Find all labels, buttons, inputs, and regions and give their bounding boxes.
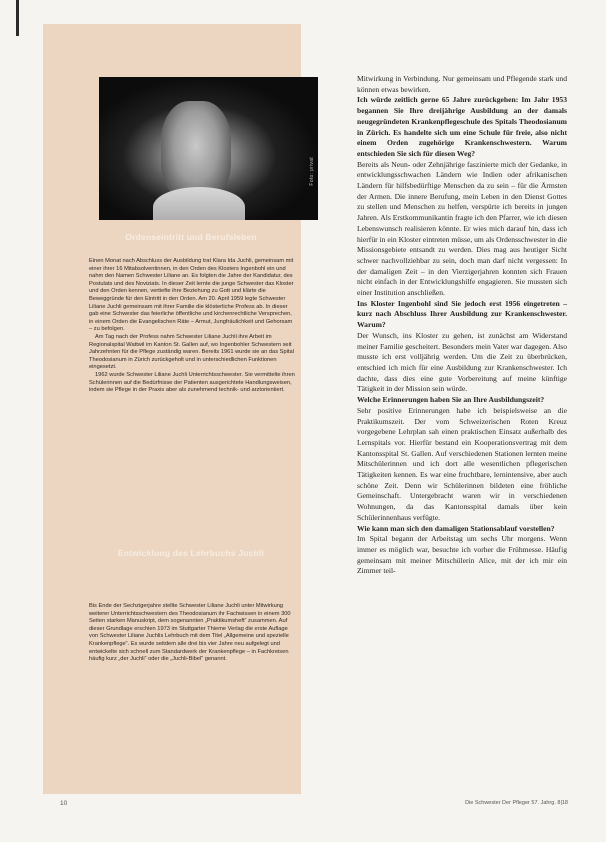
interview-answer: Im Spital begann der Arbeitstag um sechs Uhr morgens. Wenn immer es möglich war, besuchte ich vorher die Frühmesse. Häufig gemeinsam mit meiner Mitschülerin Alice, mit der ich mir ein Zimmer teil- xyxy=(357,534,567,576)
sidebar-text-career xyxy=(89,258,295,395)
interview-answer: Bereits als Neun- oder Zehnjährige faszinierte mich der Gedanke, in entwicklungsschwachen Ländern wie Indien oder afrikanischen Ländern für hilfsbedürftige Menschen da zu sein – für die Ärmsten der Armen. Die innere Berufung, mein Leben in den Dienst Gottes zu stellen und Menschen zu helfen, verspürte ich bereits in jungen Jahren. Als Erstkommunikantin fragte ich den Pfarrer, wie ich diesen Lebenswunsch realisieren könnte. Er wies mich darauf hin, dass ich hierfür in ein Kloster eintreten müsse, um als Ordensschwester in die Missionsgebiete entsandt zu werden. Dies mag aus heutiger Sicht schwer nachvollziehbar zu sein, doch man darf nicht vergessen: In der damaligen Zeit – in den Vierzigerjahren konnten sich Frauen nicht einfach in der Entwicklungshilfe engagieren. Sie mussten sich einer Institution anschließen. xyxy=(357,159,567,298)
photo-credit: Foto: privat xyxy=(309,157,315,186)
sidebar-paragraph: Einen Monat nach Abschluss der Ausbildung trat Klara Ida Juchli, gemeinsam mit einer ihrer 16 Mitabsolventinnen, in den Orden des Klosters Ingenbohl ein und nahm den Namen Schwester Liliane an. Es folgten die Jahre der Kandidatur, des Postulats und des Noviziats. In dieser Zeit lernte die junge Schwester das Kloster und den Orden kennen, vertiefte ihre Beziehung zu Gott und klärte die Beweggründe für den Eintritt in den Orden. Am 20. April 1959 legte Schwester Liliane Juchli gemeinsam mit ihrer Familie die klösterliche Profess ab. In dieser gab eine Schwester das feierliche öffentliche und kirchenrechtliche Versprechen, in einem Orden die Evangelischen Räte – Armut, Jungfräulichkeit und Gehorsam – zu befolgen. xyxy=(89,258,294,333)
portrait-face xyxy=(161,101,231,201)
sidebar-heading-career: Ordenseintritt und Berufsleben xyxy=(125,232,257,242)
sidebar-paragraph: Am Tag nach der Profess nahm Schwester Liliane Juchli ihre Arbeit im Regionalspital Wattwil im Kanton St. Gallen auf, wo Ingenbohler Schwestern seit Jahrzehnten für die Pflege zuständig waren. Bereits 1961 wurde sie an das Spital Theodosianum in Zürich zurückgeholt und in unterschiedlichen Funktionen eingesetzt. xyxy=(89,333,294,371)
interview-answer: Der Wunsch, ins Kloster zu gehen, ist zunächst am Widerstand meiner Familie gescheitert. Besonders mein Vater war dagegen. Also musste ich erst volljährig werden. Um die Zeit zu überbrücken, entschied ich mich für eine Ausbildung zur Krankenschwester. Ich dachte, dass dies eine gute Vorbereitung auf meine künftige Tätigkeit in der Mission sein würde. xyxy=(357,330,567,394)
page-number: 10 xyxy=(60,800,68,807)
interview-question: Welche Erinnerungen haben Sie an Ihre Ausbildungszeit? xyxy=(357,395,545,405)
sidebar-paragraph: Bis Ende der Sechzigerjahre stellte Schwester Liliane Juchli unter Mitwirkung weiterer Unterrichtsschwestern des Theodosianum ihr Fachwissen in einem 300 Seiten starken Manuskript, dem sogenannten „Praktikumsheft“ zusammen. Auf dieser Grundlage erschien 1973 im Stuttgarter Thieme Verlag die erste Auflage von Schwester Liliane Juchlis Lehrbuch mit dem Titel „Allgemeine und spezielle Krankenpflege“. Es wurde seitdem alle drei bis vier Jahre neu aufgelegt und entwickelte sich schnell zum Standardwerk der Krankenpflege – in Fachkreisen häufig kurz „der Juchli“ oder die „Juchli-Bibel“ genannt. xyxy=(89,603,291,663)
interview-question: Ich würde zeitlich gerne 65 Jahre zurückgehen: Im Jahr 1953 begannen Sie Ihre dreijährige Ausbildung an der damals neugegründeten Krankenpflegeschule des Spitals Theodosianum in Zürich. Es handelte sich um eine Schule für freie, also nicht einem Orden zugehörige Krankenschwestern. Warum entschieden Sie sich für diesen Weg? xyxy=(357,95,567,158)
interview-question: Wie kann man sich den damaligen Stationsablauf vorstellen? xyxy=(357,523,555,533)
portrait-photo xyxy=(99,77,318,220)
sidebar-heading-textbook: Entwicklung des Lehrbuchs Juchli xyxy=(117,548,265,558)
sidebar-paragraph: 1962 wurde Schwester Liliane Juchli Unterrichtsschwester. Sie vermittelte ihren Schülerinnen auf die Bedürfnisse der Patienten ausgerichtete Handlungsweisen, indem sie Pflege in der Praxis aber als zunehmend technik- und arztorientiert. xyxy=(89,371,295,394)
interview-answer: Sehr positive Erinnerungen habe ich beispielsweise an die Praktikumszeit. Der vom Schweizerischen Roten Kreuz vorgegebene Lehrplan sah einen praktischen Einsatz außerhalb des Lernspitals vor. Hierfür bestand ein Kooperationsvertrag mit dem Kantonsspital St. Gallen. Auf verschiedenen Stationen lernten meine Mitschülerinnen und ich dort alle wesentlichen pflegerischen Tätigkeiten kennen. Es war eine fruchtbare, lernintensive, aber auch schöne Zeit. Denn wir Schülerinnen bildeten eine fröhliche Gemeinschaft. Untergebracht waren wir in verschiedenen Wohnungen, da das Kantonsspital damals über kein Schülerinnenhaus verfügte. xyxy=(357,405,567,522)
interview-answer: Mitwirkung in Verbindung. Nur gemeinsam und Pflegende stark und können etwas bewirken. xyxy=(357,74,567,94)
sidebar-text-textbook xyxy=(89,603,295,664)
portrait-collar xyxy=(153,187,245,220)
interview-question: Ins Kloster Ingenbohl sind Sie jedoch erst 1956 eingetreten – kurz nach Abschluss Ihrer Ausbildung zur Krankenschwester. Warum? xyxy=(357,298,567,330)
edge-mark xyxy=(16,0,19,36)
interview-column xyxy=(357,74,567,577)
journal-footer: Die Schwester Der Pfleger 57. Jahrg. 8|18 xyxy=(465,800,568,806)
